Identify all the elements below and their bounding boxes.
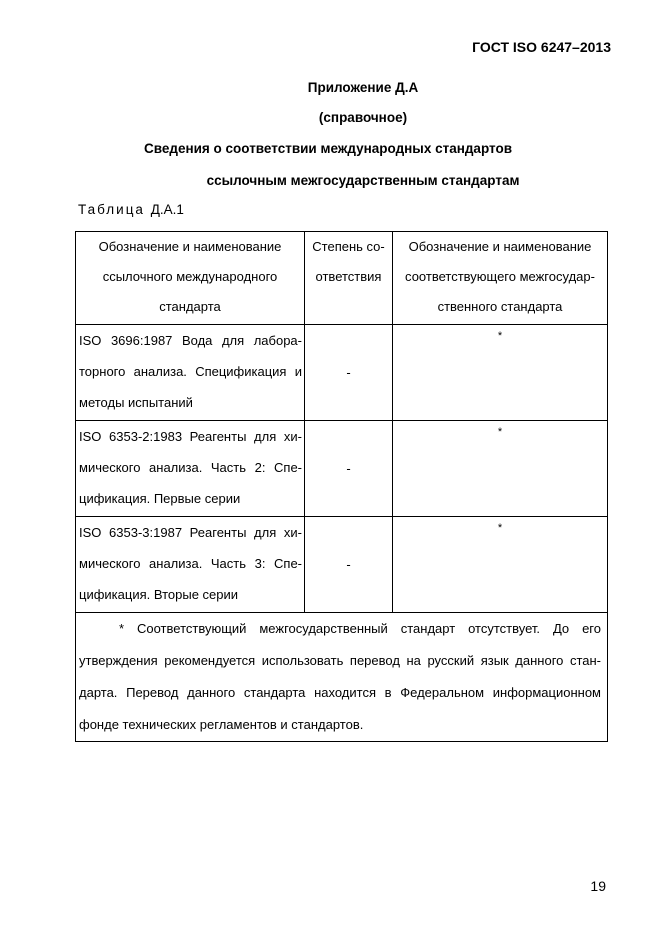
reference-standard-cell: ISO 6353-2:1983 Реагенты для хи-мического анализа. Часть 2: Спе-цификация. Первые серии [76,421,305,517]
table-caption [78,202,184,217]
degree-cell: - [305,517,393,613]
column-header-reference: Обозначение и наименование ссылочного международного стандарта [76,232,305,325]
footnote-text: * Соответствующий межгосударственный стандарт отсутствует. До его утверждения рекомендуется использовать перевод на русский язык данного стан-дарта. Перевод данного стандарта находится в Федеральном информационном фонде технических регламентов и стандартов. [79,621,601,732]
reference-standard-cell: ISO 3696:1987 Вода для лабора-торного анализа. Спецификация и методы испытаний [76,325,305,421]
appendix-kind: (справочное) [318,110,408,125]
correspondence-table [75,231,608,742]
table-caption-number: Д.А.1 [150,202,184,217]
degree-cell: - [305,421,393,517]
table-row [76,421,608,517]
page-number: 19 [590,878,606,894]
table-caption-word: Таблица [78,202,145,217]
standard-code: ГОСТ ISO 6247–2013 [472,39,611,55]
appendix-title: Приложение Д.А [307,80,419,95]
national-standard-cell: * [393,325,608,421]
footnote-row [76,613,608,742]
appendix-heading-line-2: ссылочным межгосударственным стандартам [206,173,520,188]
appendix-heading-line-1: Сведения о соответствии международных стандартов [144,141,512,156]
table-row [76,517,608,613]
column-header-degree: Степень со-ответствия [305,232,393,325]
table-row [76,325,608,421]
national-standard-cell: * [393,421,608,517]
table-footnote [76,613,608,742]
table-header-row [76,232,608,325]
reference-standard-cell: ISO 6353-3:1987 Реагенты для хи-мического анализа. Часть 3: Спе-цификация. Вторые серии [76,517,305,613]
column-header-national: Обозначение и наименование соответствующего межгосудар-ственного стандарта [393,232,608,325]
national-standard-cell: * [393,517,608,613]
degree-cell: - [305,325,393,421]
